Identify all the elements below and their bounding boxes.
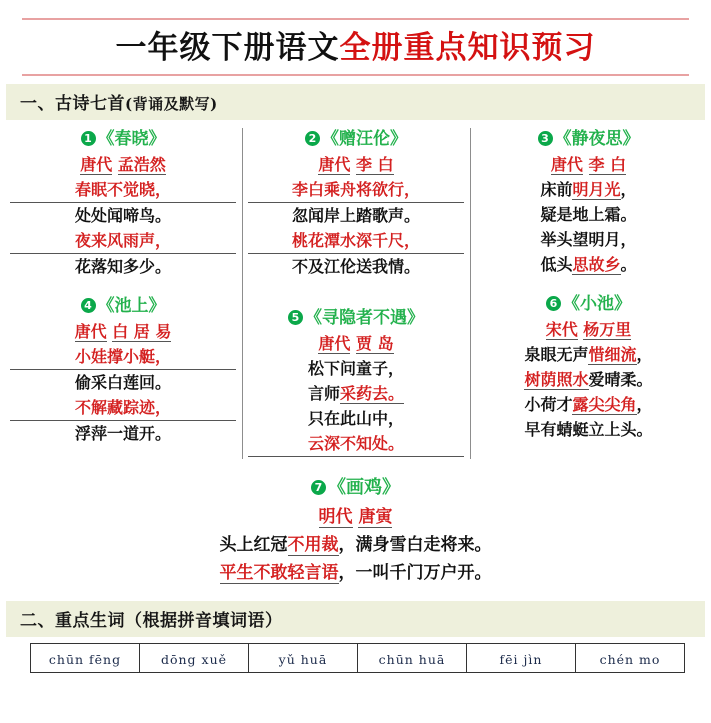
poem-1-line-2: 处处闻啼鸟。 [74, 206, 171, 225]
poem-3-author [476, 152, 701, 177]
poem-column-1 [4, 126, 242, 463]
poem-5-line-2-a: 言师 [307, 384, 340, 403]
title-rule-bottom [22, 74, 689, 76]
poem-5-line-4: 云深不知处。 [248, 431, 464, 457]
poem-4-author [10, 319, 236, 344]
poem-3-line-1 [476, 177, 701, 202]
section-2-label: 二、 [20, 611, 55, 631]
poem-6-line-2 [476, 367, 701, 392]
poem-4-poet: 白 居 易 [112, 322, 172, 341]
poem-5-line-1: 松下问童子， [307, 359, 404, 378]
poem-1-title-text: 《春晓》 [97, 129, 166, 149]
poem-3-line-4-c: 。 [620, 255, 637, 274]
table-row [31, 644, 685, 673]
poem-4-title [10, 293, 236, 319]
poem-2-title [248, 126, 464, 152]
poem-4-line-4: 浮萍一道开。 [74, 424, 171, 443]
poem-grid [0, 126, 711, 463]
poem-3-poet: 李 白 [588, 155, 627, 174]
poem-4-title-text: 《池上》 [97, 296, 166, 316]
poem-3-number: 3 [538, 131, 553, 146]
poem-5-poet: 贾 岛 [356, 334, 394, 353]
poem-1-number: 1 [81, 131, 96, 146]
poem-5 [248, 305, 464, 457]
poem-7-number: 7 [311, 480, 326, 495]
poem-3 [476, 126, 701, 277]
pinyin-cell-2: dōng xuě [140, 644, 249, 673]
poem-3-line-4-b: 思故乡 [572, 255, 621, 274]
poem-1-line-3: 夜来风雨声， [10, 228, 236, 254]
vocab-table-wrap [0, 643, 711, 673]
poem-7-line-2-c: ，一叫千门万户开。 [338, 563, 492, 583]
poem-7-line-1-a: 头上红冠 [219, 535, 288, 555]
poem-7-title-text: 《画鸡》 [328, 477, 400, 498]
section-1-name: 古诗七首 [55, 94, 125, 114]
poem-7-poet: 唐寅 [358, 507, 393, 527]
poem-7-line-1-c: ，满身雪白走将来。 [338, 535, 492, 555]
column-divider-1 [242, 128, 243, 459]
poem-1-poet: 孟浩然 [117, 155, 166, 174]
page-title-black: 一年级下册语文 [115, 30, 340, 66]
poem-1-dynasty: 唐代 [80, 155, 113, 174]
poem-7-author [0, 503, 711, 531]
poem-4-number: 4 [81, 298, 96, 313]
section-1-note: (背诵及默写) [125, 95, 218, 113]
poem-5-title-text: 《寻隐者不遇》 [305, 308, 424, 328]
poem-6-line-1-b: 惜细流 [588, 345, 637, 364]
poem-2-line-1: 李白乘舟将欲行， [248, 177, 464, 203]
poem-6-title-text: 《小池》 [563, 294, 631, 314]
poem-7-line-2 [0, 559, 711, 587]
poem-column-2 [242, 126, 470, 463]
poem-6-line-2-b: 爱晴柔。 [588, 370, 653, 389]
poem-3-line-3: 举头望明月， [540, 230, 637, 249]
poem-2-line-4: 不及江伦送我情。 [291, 257, 420, 276]
pinyin-table [30, 643, 685, 673]
poem-2-line-3: 桃花潭水深千尺， [248, 228, 464, 254]
poem-7-title [0, 473, 711, 503]
poem-6-line-3-a: 小荷才 [524, 395, 573, 414]
poem-6-line-3-b: 露尖尖角 [572, 395, 637, 414]
poem-4 [10, 293, 236, 446]
poem-5-line-3: 只在此山中， [307, 409, 404, 428]
pinyin-cell-4: chūn huā [358, 644, 467, 673]
poem-5-title [248, 305, 464, 331]
column-divider-2 [470, 128, 471, 459]
poem-1-title [10, 126, 236, 152]
poem-6-line-4: 早有蜻蜓立上头。 [524, 420, 653, 439]
poem-5-number: 5 [288, 310, 303, 325]
pinyin-cell-3: yǔ huā [249, 644, 358, 673]
poem-7-line-1 [0, 531, 711, 559]
poem-2-title-text: 《赠汪伦》 [322, 129, 407, 149]
poem-3-title [476, 126, 701, 152]
poem-6-line-1 [476, 342, 701, 367]
poem-3-line-2: 疑是地上霜。 [540, 205, 637, 224]
pinyin-cell-1: chūn fēng [31, 644, 140, 673]
poem-3-line-1-b: 明月光 [572, 180, 621, 199]
poem-2-dynasty: 唐代 [318, 155, 351, 174]
poem-5-line-2-b: 采药去。 [340, 384, 405, 403]
poem-3-line-1-a: 床前 [540, 180, 573, 199]
poem-6-line-1-c: ， [636, 345, 653, 364]
poem-6-line-2-a: 树荫照水 [524, 370, 589, 389]
poem-3-line-4 [476, 252, 701, 277]
poem-4-line-1: 小娃撑小艇， [10, 344, 236, 370]
section-2-name: 重点生词 [55, 611, 125, 631]
poem-6-line-1-a: 泉眼无声 [524, 345, 589, 364]
poem-1-line-1: 春眠不觉晓， [10, 177, 236, 203]
poem-2 [248, 126, 464, 279]
section-2-note: （根据拼音填词语） [125, 611, 283, 631]
poem-5-author [248, 331, 464, 356]
pinyin-cell-5: fēi jìn [467, 644, 576, 673]
pinyin-cell-6: chén mo [576, 644, 685, 673]
poem-6-poet: 杨万里 [583, 320, 632, 339]
poem-2-poet: 李 白 [356, 155, 394, 174]
poem-4-dynasty: 唐代 [74, 322, 107, 341]
poem-1-author [10, 152, 236, 177]
section-header-poems [6, 84, 705, 120]
poem-3-line-1-c: ， [620, 180, 637, 199]
poem-6-dynasty: 宋代 [545, 320, 578, 339]
poem-7-line-2-a: 平生不敢轻言语 [219, 563, 339, 583]
page-title-red: 全册重点知识预习 [339, 30, 596, 66]
section-header-vocab [6, 601, 705, 637]
poem-2-line-2: 忽闻岸上踏歌声。 [291, 206, 420, 225]
poem-column-3 [470, 126, 707, 463]
poem-5-line-2 [248, 381, 464, 406]
section-1-label: 一、 [20, 94, 55, 114]
poem-2-author [248, 152, 464, 177]
poem-3-title-text: 《静夜思》 [554, 129, 640, 149]
poem-3-line-4-a: 低头 [540, 255, 573, 274]
poem-4-line-2: 偷采白莲回。 [74, 373, 171, 392]
poem-7 [0, 473, 711, 587]
poem-2-number: 2 [305, 131, 320, 146]
poem-6-title [476, 291, 701, 317]
poem-6-line-3 [476, 392, 701, 417]
poem-6 [476, 291, 701, 442]
poem-6-number: 6 [546, 296, 561, 311]
page-title [0, 20, 711, 74]
poem-7-line-1-b: 不用裁 [287, 535, 339, 555]
poem-6-line-3-c: ， [636, 395, 653, 414]
document-page [0, 18, 711, 723]
poem-5-dynasty: 唐代 [318, 334, 351, 353]
poem-7-dynasty: 明代 [318, 507, 353, 527]
poem-4-line-3: 不解藏踪迹， [10, 395, 236, 421]
poem-6-author [476, 317, 701, 342]
poem-1 [10, 126, 236, 279]
poem-1-line-4: 花落知多少。 [74, 257, 171, 276]
poem-3-dynasty: 唐代 [550, 155, 583, 174]
